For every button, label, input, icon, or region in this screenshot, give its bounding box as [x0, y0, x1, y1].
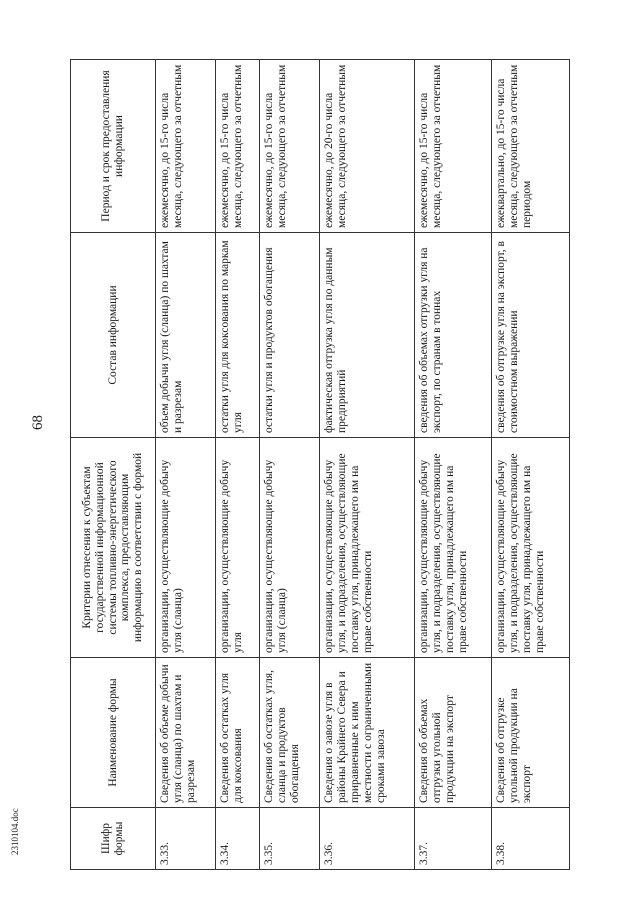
cell-content: объем добычи угля (сланца) по шахтам и разрезам — [156, 233, 216, 438]
cell-code: 3.35. — [259, 808, 319, 870]
cell-criteria: организации, осуществляющие добычу угля, и подразделения, осуществляющие поставку угля, принадлежащего им на праве собственности — [320, 438, 415, 658]
cell-period: ежемесячно, до 15-го числа месяца, следующего за отчетным — [259, 60, 319, 233]
rotated-table-container — [70, 60, 570, 870]
cell-name: Сведения об объеме добычи угля (сланца) по шахтам и разрезам — [156, 658, 216, 808]
cell-criteria: организации, осуществляющие добычу угля — [216, 438, 259, 658]
cell-period: ежемесячно, до 15-го числа месяца, следующего за отчетным — [156, 60, 216, 233]
cell-code: 3.34. — [216, 808, 259, 870]
cell-name: Сведения об остатках угля для коксования — [216, 658, 259, 808]
table-row — [216, 60, 259, 870]
table-row — [259, 60, 319, 870]
cell-name: Сведения об остатках угля, сланца и продуктов обогащения — [259, 658, 319, 808]
cell-name: Сведения о завозе угля в районы Крайнего Севера и приравненные к ним местности с ограниченными сроками завоза — [320, 658, 415, 808]
cell-criteria: организации, осуществляющие добычу угля (сланца) — [156, 438, 216, 658]
header-criteria: Критерии отнесения к субъектам государственной информационной системы топливно-энергетического комплекса, предоставляющим информацию в соответствии с формой — [71, 438, 156, 658]
cell-criteria: организации, осуществляющие добычу угля, и подразделения, осуществляющие поставку угля, принадлежащего им на праве собственности — [492, 438, 570, 658]
table-row — [414, 60, 492, 870]
cell-name: Сведения об отгрузке угольной продукции на экспорт — [492, 658, 570, 808]
header-content: Состав информации — [71, 233, 156, 438]
header-name: Наименование формы — [71, 658, 156, 808]
cell-code: 3.33. — [156, 808, 216, 870]
cell-code: 3.36. — [320, 808, 415, 870]
header-code: Шифр формы — [71, 808, 156, 870]
cell-content: фактическая отгрузка угля по данным предприятий — [320, 233, 415, 438]
table-row — [492, 60, 570, 870]
header-period: Период и срок предоставления информации — [71, 60, 156, 233]
table-row — [320, 60, 415, 870]
cell-period: ежемесячно, до 15-го числа месяца, следующего за отчетным — [216, 60, 259, 233]
cell-period: ежеквартально, до 15-го числа месяца, следующего за отчетным периодом — [492, 60, 570, 233]
cell-criteria: организации, осуществляющие добычу угля, и подразделения, осуществляющие поставку угля, принадлежащего им на праве собственности — [414, 438, 492, 658]
table-row — [156, 60, 216, 870]
cell-code: 3.37. — [414, 808, 492, 870]
forms-table — [70, 59, 570, 870]
document-footer: 2310104.doc — [10, 808, 20, 855]
cell-content: сведения об отгрузке угля на экспорт, в стоимостном выражении — [492, 233, 570, 438]
cell-content: сведения об объемах отгрузки угля на экспорт, по странам в тоннах — [414, 233, 492, 438]
cell-content: остатки угля и продуктов обогащения — [259, 233, 319, 438]
cell-criteria: организации, осуществляющие добычу угля (сланца) — [259, 438, 319, 658]
table-header-row — [71, 60, 156, 870]
cell-name: Сведения об объемах отгрузки угольной продукции на экспорт — [414, 658, 492, 808]
cell-content: остатки угля для коксования по маркам угля — [216, 233, 259, 438]
cell-period: ежемесячно, до 20-го числа месяца, следующего за отчетным — [320, 60, 415, 233]
cell-period: ежемесячно, до 15-го числа месяца, следующего за отчетным — [414, 60, 492, 233]
page-number: 68 — [30, 415, 46, 430]
cell-code: 3.38. — [492, 808, 570, 870]
